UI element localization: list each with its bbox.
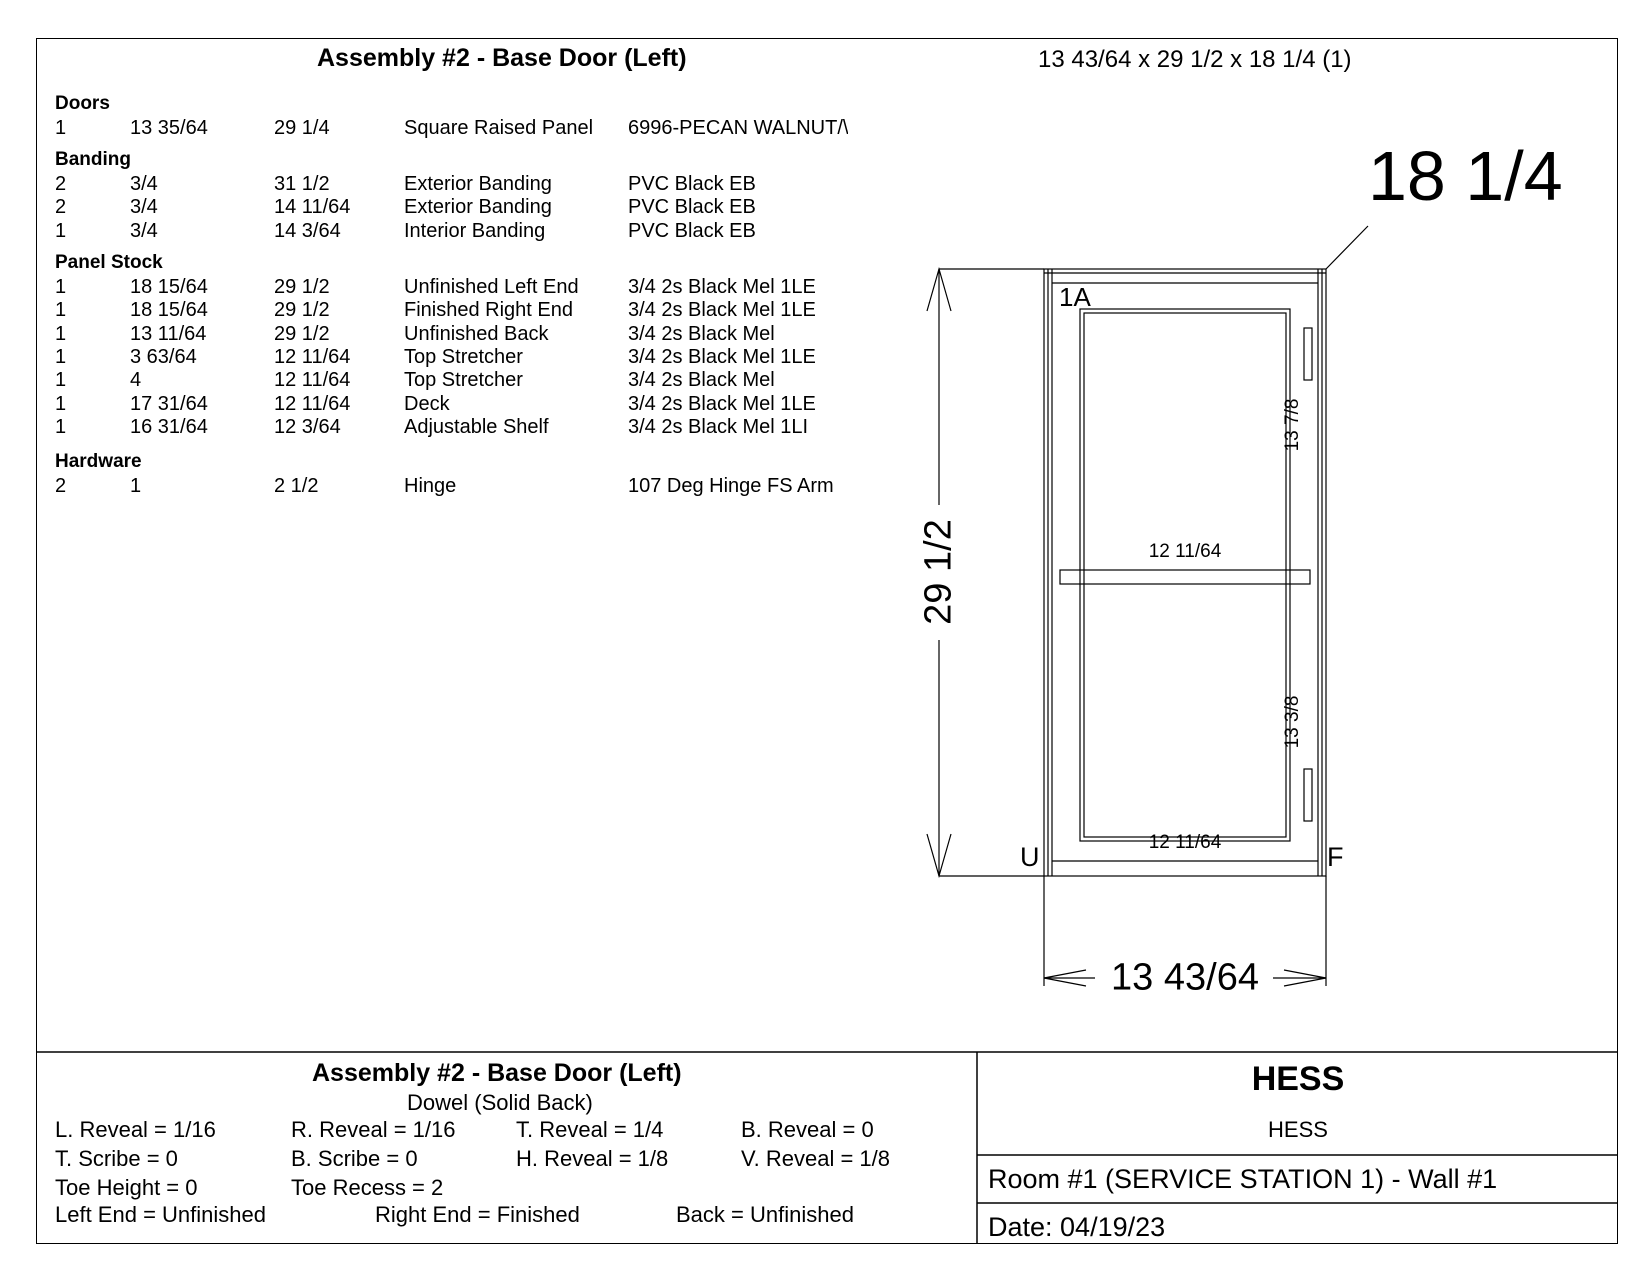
cutlist-cell: PVC Black EB xyxy=(628,173,756,195)
cutlist-cell: 3 63/64 xyxy=(130,345,197,368)
shelf-width-dimension: 12 11/64 xyxy=(1148,541,1222,562)
cutlist-cell: 29 1/2 xyxy=(274,299,330,322)
hinge-lower xyxy=(1304,769,1312,821)
upper-opening-dimension: 13 7/8 xyxy=(1282,398,1303,452)
cutlist-cell: Exterior Banding xyxy=(404,173,552,195)
cutlist-cell: 1 xyxy=(55,369,67,392)
cutlist-cell: 1 xyxy=(130,475,142,497)
cutlist-cell: 1 xyxy=(55,117,67,139)
company-name: HESS xyxy=(1251,1060,1345,1098)
cutlist-cell: 12 11/64 xyxy=(274,345,351,368)
cutlist-cell: 13 35/64 xyxy=(130,117,208,139)
cutlist-cell: 3/4 2s Black Mel 1LI xyxy=(628,415,809,438)
cutlist-cell: Hinge xyxy=(404,475,457,497)
cutlist-cell: 17 31/64 xyxy=(130,392,208,415)
cabinet-tag: 1A xyxy=(1059,282,1091,312)
cutlist-cell: 29 1/4 xyxy=(274,117,330,139)
cutlist-cell: 3/4 2s Black Mel xyxy=(628,369,775,392)
cutlist-cell: 1 xyxy=(55,415,67,438)
cutlist-section-heading: Panel Stock xyxy=(55,252,163,273)
cutlist-cell: 18 15/64 xyxy=(130,276,208,298)
depth-dimension: 18 1/4 xyxy=(1368,137,1563,215)
cutlist-section-heading: Banding xyxy=(55,149,131,170)
cutlist-cell: Interior Banding xyxy=(404,219,546,242)
cutlist-cell: 2 xyxy=(55,475,67,497)
footer-title: Assembly #2 - Base Door (Left) xyxy=(312,1059,682,1087)
cutlist-cell: 1 xyxy=(55,219,67,242)
cutlist-cell: Finished Right End xyxy=(404,299,573,322)
company-subname: HESS xyxy=(1268,1117,1328,1142)
end-finish-value: Back = Unfinished xyxy=(676,1202,854,1227)
cutlist-cell: 3/4 xyxy=(130,219,158,242)
spec-value: V. Reveal = 1/8 xyxy=(741,1146,891,1171)
unfinished-marker: U xyxy=(1020,842,1040,872)
cutlist-cell: 6996-PECAN WALNUT/\ xyxy=(628,117,849,139)
spec-value: Toe Height = 0 xyxy=(55,1175,198,1200)
room-label: Room #1 (SERVICE STATION 1) - Wall #1 xyxy=(988,1164,1498,1194)
cutlist-cell: 29 1/2 xyxy=(274,322,330,345)
cutlist-cell: 14 3/64 xyxy=(274,219,341,242)
cutlist-cell: 3/4 2s Black Mel 1LE xyxy=(628,299,816,322)
cutlist-cell: 1 xyxy=(55,299,67,322)
cutlist-cell: Square Raised Panel xyxy=(404,117,594,139)
cutlist-cell: 2 xyxy=(55,173,67,195)
cutlist-cell: 14 11/64 xyxy=(274,196,351,219)
hinge-upper xyxy=(1304,328,1312,380)
spec-value: H. Reveal = 1/8 xyxy=(516,1146,669,1171)
cutlist-cell: 12 11/64 xyxy=(274,369,351,392)
cutlist-cell: 1 xyxy=(55,345,67,368)
finished-marker: F xyxy=(1327,842,1344,872)
cutlist-cell: 18 15/64 xyxy=(130,299,208,322)
cutlist-cell: 1 xyxy=(55,276,67,298)
cutlist-cell: 3/4 2s Black Mel 1LE xyxy=(628,345,816,368)
spec-value: B. Reveal = 0 xyxy=(741,1117,874,1142)
cutlist-cell: 3/4 xyxy=(130,173,158,195)
cutlist-cell: 1 xyxy=(55,322,67,345)
cutlist-cell: Exterior Banding xyxy=(404,196,552,219)
spec-value: Toe Recess = 2 xyxy=(291,1175,444,1200)
spec-value: L. Reveal = 1/16 xyxy=(55,1117,216,1142)
cutlist-cell: 3/4 xyxy=(130,196,158,219)
cutlist-cell: 4 xyxy=(130,369,142,392)
cutlist-cell: 3/4 2s Black Mel 1LE xyxy=(628,276,816,298)
cutlist-cell: Adjustable Shelf xyxy=(404,415,549,438)
cutlist-cell: 31 1/2 xyxy=(274,173,330,195)
width-dimension: 13 43/64 xyxy=(1111,956,1259,999)
height-dimension: 29 1/2 xyxy=(917,519,960,625)
cutlist-cell: 3/4 2s Black Mel 1LE xyxy=(628,392,816,415)
cutlist-cell: 3/4 2s Black Mel xyxy=(628,322,775,345)
cabinet-outline xyxy=(1044,269,1326,876)
cutlist-section-heading: Doors xyxy=(55,93,110,114)
cutlist-cell: 12 11/64 xyxy=(274,392,351,415)
cutlist-cell: Unfinished Back xyxy=(404,322,549,345)
spec-value: R. Reveal = 1/16 xyxy=(291,1117,456,1142)
date-label: Date: 04/19/23 xyxy=(988,1212,1166,1242)
adjustable-shelf xyxy=(1060,570,1310,584)
cutlist-cell: 12 3/64 xyxy=(274,415,341,438)
cutlist-cell: Top Stretcher xyxy=(404,369,523,392)
spec-value: T. Reveal = 1/4 xyxy=(516,1117,664,1142)
assembly-dimensions: 13 43/64 x 29 1/2 x 18 1/4 (1) xyxy=(1038,46,1352,73)
cutlist-cell: 2 1/2 xyxy=(274,475,319,497)
end-finish-value: Left End = Unfinished xyxy=(55,1202,266,1227)
end-finish-value: Right End = Finished xyxy=(375,1202,580,1227)
bottom-width-dimension: 12 11/64 xyxy=(1148,832,1222,853)
cutlist-cell: PVC Black EB xyxy=(628,219,756,242)
cutlist-cell: 1 xyxy=(55,392,67,415)
cutlist-cell: 13 11/64 xyxy=(130,322,207,345)
assembly-title: Assembly #2 - Base Door (Left) xyxy=(317,44,687,72)
lower-opening-dimension: 13 3/8 xyxy=(1282,695,1303,749)
cutlist-cell: 16 31/64 xyxy=(130,415,208,438)
cutlist-cell: PVC Black EB xyxy=(628,196,756,219)
cutlist-cell: Deck xyxy=(404,392,450,415)
cutlist-cell: 29 1/2 xyxy=(274,276,330,298)
spec-value: B. Scribe = 0 xyxy=(291,1146,418,1171)
footer-subtitle: Dowel (Solid Back) xyxy=(407,1090,593,1115)
depth-leader xyxy=(1326,226,1368,269)
spec-value: T. Scribe = 0 xyxy=(55,1146,178,1171)
cutlist-cell: 2 xyxy=(55,196,67,219)
cutlist-cell: 107 Deg Hinge FS Arm xyxy=(628,475,834,497)
cutlist-cell: Unfinished Left End xyxy=(404,276,579,298)
cutlist-section-heading: Hardware xyxy=(55,451,142,472)
cutlist-cell: Top Stretcher xyxy=(404,345,523,368)
